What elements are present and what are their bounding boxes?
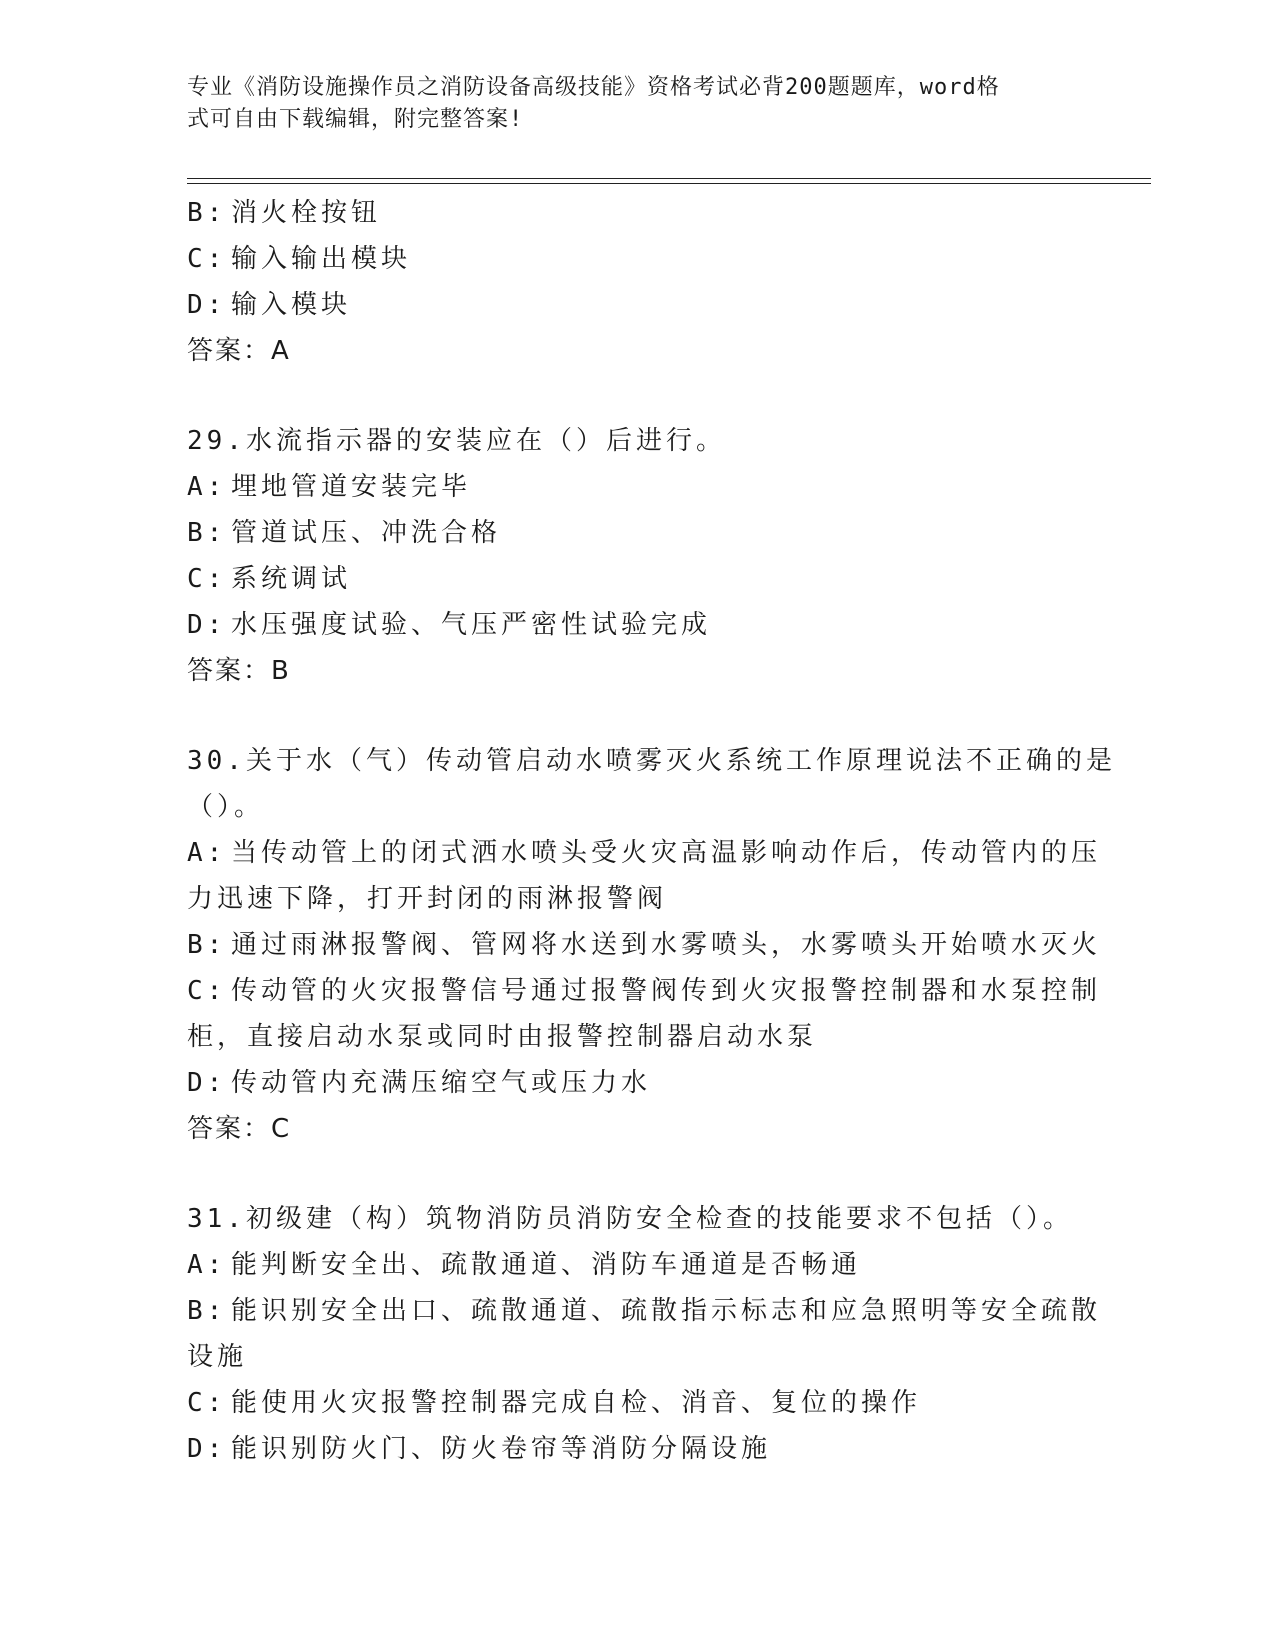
option-line: [187, 1288, 1102, 1334]
option-key: D:: [187, 610, 227, 640]
option-line: [187, 1380, 1077, 1426]
option-line-continued: 力迅速下降，打开封闭的雨淋报警阀: [187, 884, 668, 914]
option-text: 输入模块: [231, 290, 352, 320]
option-key: C:: [187, 1388, 227, 1418]
question-stem: 30.关于水（气）传动管启动水喷雾灭火系统工作原理说法不正确的是: [187, 746, 1116, 776]
answer-line: 答案：A: [187, 336, 291, 366]
question-spacer: [187, 694, 1077, 738]
option-line: [187, 1060, 1077, 1106]
header-line-1: 专业《消防设施操作员之消防设备高级技能》资格考试必背200题题库，word格: [187, 75, 1000, 100]
option-text: 管道试压、冲洗合格: [231, 518, 502, 548]
option-text: 传动管内充满压缩空气或压力水: [231, 1068, 652, 1098]
option-line: [187, 282, 1077, 328]
header-divider-bottom: [187, 183, 1151, 184]
option-key: C:: [187, 564, 227, 594]
option-text: 水压强度试验、气压严密性试验完成: [231, 610, 712, 640]
option-line: [187, 190, 1077, 236]
option-text: 通过雨淋报警阀、管网将水送到水雾喷头，水雾喷头开始喷水灭火: [231, 930, 1102, 960]
option-text: 系统调试: [231, 564, 352, 594]
option-line-continued: 设施: [187, 1342, 248, 1372]
question-spacer: [187, 374, 1077, 418]
question-30: [187, 738, 1116, 1152]
header-line-2: 式可自由下载编辑，附完整答案!: [187, 107, 524, 132]
option-line: [187, 510, 1077, 556]
option-key: B:: [187, 198, 227, 228]
question-body: [187, 190, 1116, 1472]
option-text: 能识别安全出口、疏散通道、疏散指示标志和应急照明等安全疏散: [231, 1296, 1102, 1326]
option-key: B:: [187, 518, 227, 548]
option-text: 埋地管道安装完毕: [231, 472, 472, 502]
option-key: B:: [187, 930, 227, 960]
option-key: A:: [187, 838, 227, 868]
option-text: 能使用火灾报警控制器完成自检、消音、复位的操作: [231, 1388, 922, 1418]
question-spacer: [187, 1152, 1077, 1196]
option-text: 输入输出模块: [231, 244, 412, 274]
option-line: [187, 830, 1102, 876]
option-key: B:: [187, 1296, 227, 1326]
option-key: C:: [187, 244, 227, 274]
option-line: [187, 968, 1102, 1014]
option-line: [187, 236, 1077, 282]
option-text: 传动管的火灾报警信号通过报警阀传到火灾报警控制器和水泵控制: [231, 976, 1102, 1006]
option-line: [187, 556, 1077, 602]
option-line: [187, 1242, 1077, 1288]
option-key: D:: [187, 1068, 227, 1098]
question-31: [187, 1196, 1102, 1472]
option-line: [187, 464, 1077, 510]
option-key: C:: [187, 976, 227, 1006]
question-stem-continued: （）。: [187, 792, 265, 822]
option-line: [187, 922, 1102, 968]
option-key: D:: [187, 290, 227, 320]
option-text: 能识别防火门、防火卷帘等消防分隔设施: [231, 1434, 772, 1464]
option-line: [187, 1426, 1077, 1472]
header-divider-top: [187, 178, 1151, 179]
previous-question-block: [187, 190, 1077, 374]
option-text: 消火栓按钮: [231, 198, 382, 228]
document-header: [187, 72, 1067, 136]
option-text: 当传动管上的闭式洒水喷头受火灾高温影响动作后，传动管内的压: [231, 838, 1102, 868]
question-stem: 31.初级建（构）筑物消防员消防安全检查的技能要求不包括（）。: [187, 1204, 1073, 1234]
option-line: [187, 602, 1077, 648]
option-key: A:: [187, 1250, 227, 1280]
option-key: A:: [187, 472, 227, 502]
option-key: D:: [187, 1434, 227, 1464]
option-line-continued: 柜，直接启动水泵或同时由报警控制器启动水泵: [187, 1022, 818, 1052]
question-stem: 29.水流指示器的安装应在（）后进行。: [187, 426, 726, 456]
answer-line: 答案：B: [187, 656, 291, 686]
answer-line: 答案：C: [187, 1114, 292, 1144]
question-29: [187, 418, 1077, 694]
option-text: 能判断安全出、疏散通道、消防车通道是否畅通: [231, 1250, 862, 1280]
